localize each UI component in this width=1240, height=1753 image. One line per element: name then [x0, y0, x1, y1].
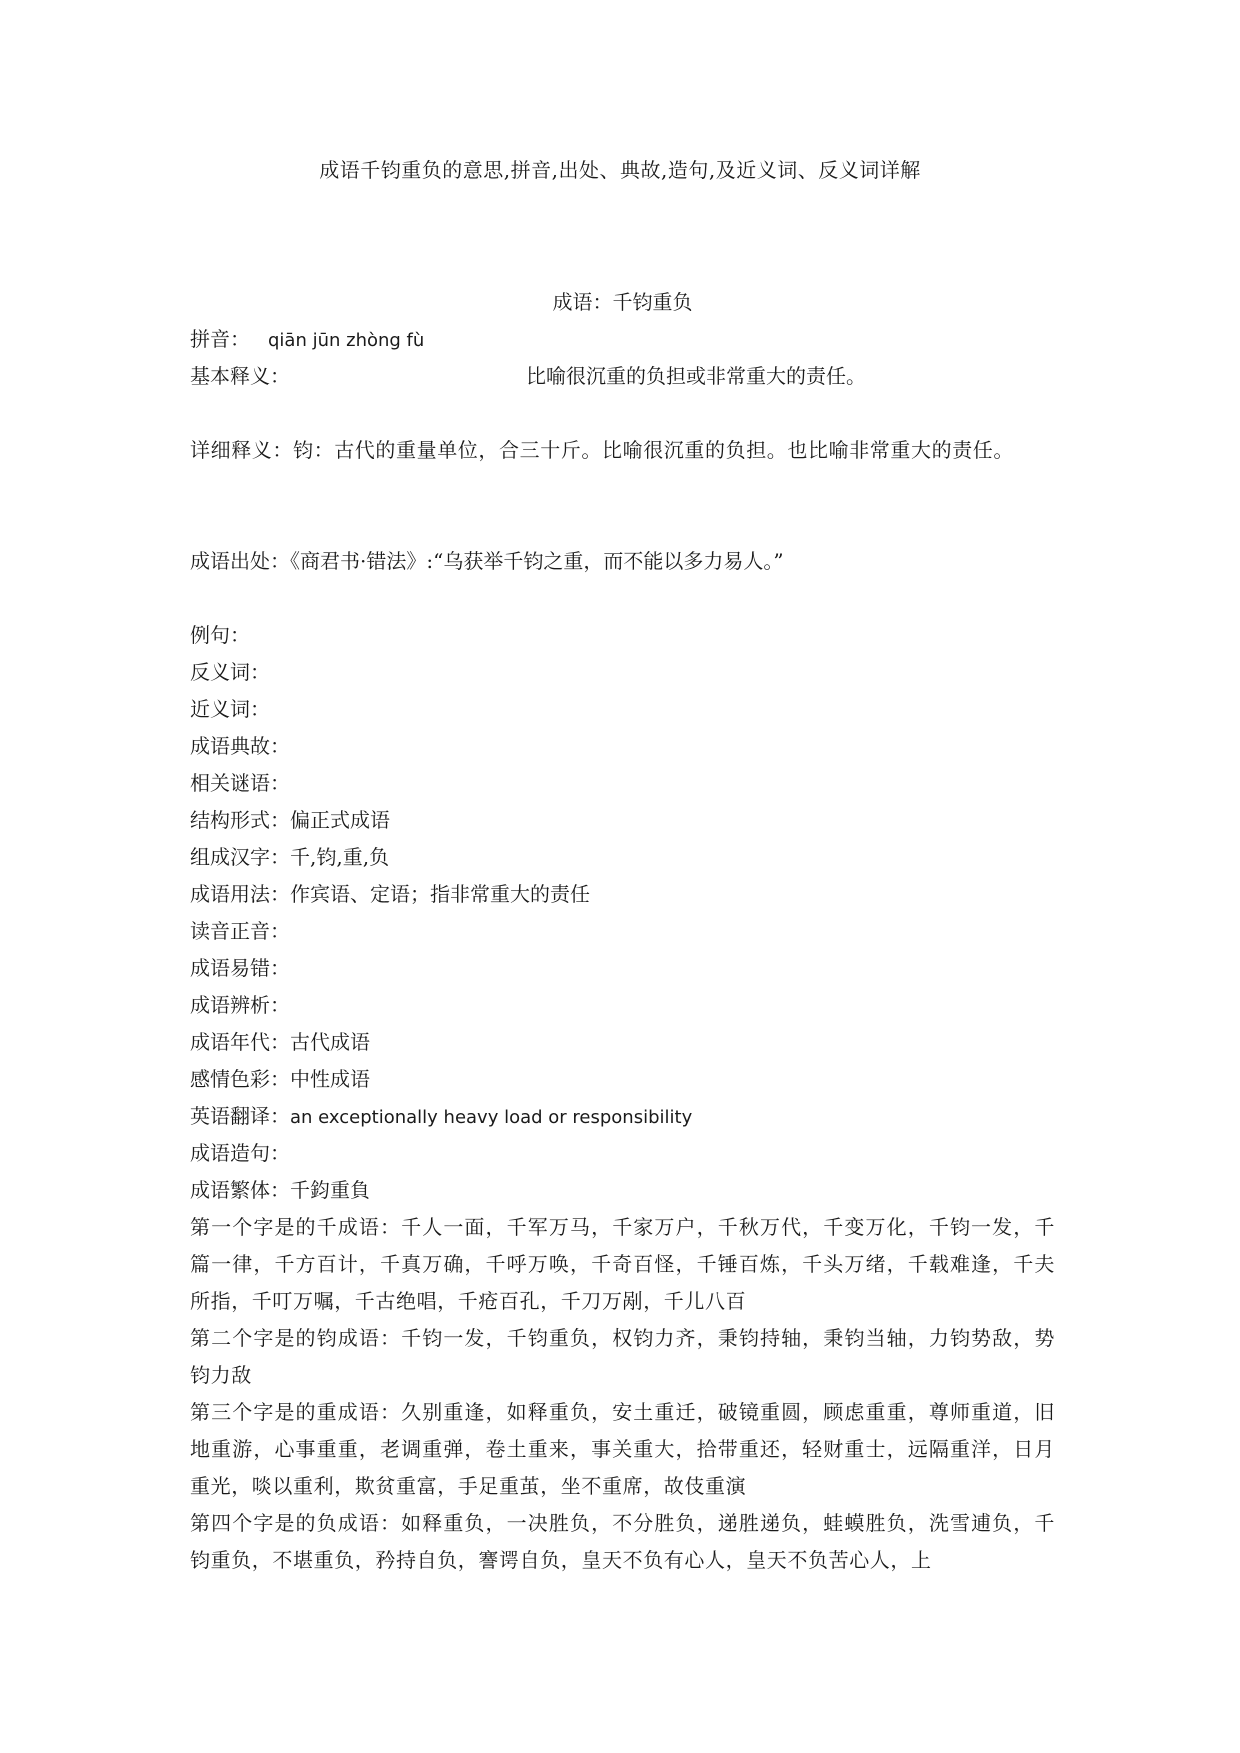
detail-meaning-paragraph [190, 432, 1055, 469]
field-allusion [190, 728, 290, 765]
related-second-char: 第二个字是的钧成语：千钧一发，千钧重负，权钧力齐，秉钧持轴，秉钧当轴，力钧势敌，势钧力敌 [190, 1326, 1055, 1387]
field-synonym [190, 691, 270, 728]
idiom-heading [190, 284, 1055, 321]
field-sentence [190, 1135, 290, 1172]
field-label: 成语造句： [190, 1141, 290, 1165]
field-usage [190, 876, 590, 913]
field-value: 千鈞重負 [290, 1178, 370, 1202]
source-label: 成语出处： [190, 549, 290, 573]
field-characters [190, 839, 389, 876]
document-title: 成语千钧重负的意思,拼音,出处、典故,造句,及近义词、反义词详解 [319, 158, 921, 182]
pinyin-line [190, 321, 424, 359]
pinyin-label: 拼音： [190, 327, 250, 351]
field-riddle [190, 765, 290, 802]
field-example [190, 617, 250, 654]
field-label: 反义词： [190, 660, 270, 684]
field-traditional [190, 1172, 370, 1209]
pinyin-value: qiān jūn zhòng fù [268, 330, 425, 351]
field-english [190, 1098, 692, 1136]
field-value: an exceptionally heavy load or responsibility [290, 1107, 693, 1128]
field-value: 作宾语、定语；指非常重大的责任 [290, 882, 590, 906]
field-label: 近义词： [190, 697, 270, 721]
field-label: 感情色彩： [190, 1067, 290, 1091]
field-label: 英语翻译： [190, 1104, 290, 1128]
basic-meaning-line [190, 358, 866, 395]
field-label: 成语辨析： [190, 993, 290, 1017]
field-analysis [190, 987, 290, 1024]
field-common-errors [190, 950, 290, 987]
field-antonym [190, 654, 270, 691]
field-label: 相关谜语： [190, 771, 290, 795]
basic-meaning-label: 基本释义： [190, 364, 290, 388]
field-label: 成语易错： [190, 956, 290, 980]
field-label: 成语年代： [190, 1030, 290, 1054]
field-label: 组成汉字： [190, 845, 290, 869]
field-label: 成语繁体： [190, 1178, 290, 1202]
basic-meaning-value: 比喻很沉重的负担或非常重大的责任。 [526, 364, 866, 388]
idiom-label: 成语： [552, 290, 613, 314]
field-era [190, 1024, 370, 1061]
field-label: 例句： [190, 623, 250, 647]
idiom-value: 千钧重负 [612, 290, 693, 314]
field-label: 成语典故： [190, 734, 290, 758]
related-first-char: 第一个字是的千成语：千人一面，千军万马，千家万户，千秋万代，千变万化，千钧一发，千篇一律，千方百计，千真万确，千呼万唤，千奇百怪，千锤百炼，千头万绪，千载难逢，千夫所指，千叮万嘱，千古绝唱，千疮百孔，千刀万剐，千儿八百 [190, 1215, 1055, 1313]
related-third-char: 第三个字是的重成语：久别重逢，如释重负，安土重迁，破镜重圆，顾虑重重，尊师重道，旧地重游，心事重重，老调重弹，卷土重来，事关重大，拾带重还，轻财重士，远隔重洋，日月重光，啖以重利，欺贫重富，手足重茧，坐不重席，故伎重演 [190, 1400, 1055, 1498]
field-sentiment [190, 1061, 370, 1098]
detail-meaning-value: 钧：古代的重量单位，合三十斤。比喻很沉重的负担。也比喻非常重大的责任。 [293, 438, 1014, 462]
field-label: 读音正音： [190, 919, 290, 943]
detail-meaning-label: 详细释义： [190, 438, 293, 462]
field-value: 偏正式成语 [290, 808, 390, 832]
field-structure [190, 802, 390, 839]
field-value: 中性成语 [290, 1067, 370, 1091]
source-line [190, 543, 784, 580]
source-value: 《商君书·错法》:“乌获举千钧之重，而不能以多力易人。” [290, 549, 784, 573]
field-pronunciation [190, 913, 290, 950]
field-label: 结构形式： [190, 808, 290, 832]
field-value: 千,钧,重,负 [290, 845, 390, 869]
field-value: 古代成语 [290, 1030, 370, 1054]
field-label: 成语用法： [190, 882, 290, 906]
related-fourth-char: 第四个字是的负成语：如释重负，一决胜负，不分胜负，递胜递负，蛙蟆胜负，洗雪逋负，千钧重负，不堪重负，矜持自负，謇谔自负，皇天不负有心人，皇天不负苦心人，上 [190, 1511, 1055, 1572]
